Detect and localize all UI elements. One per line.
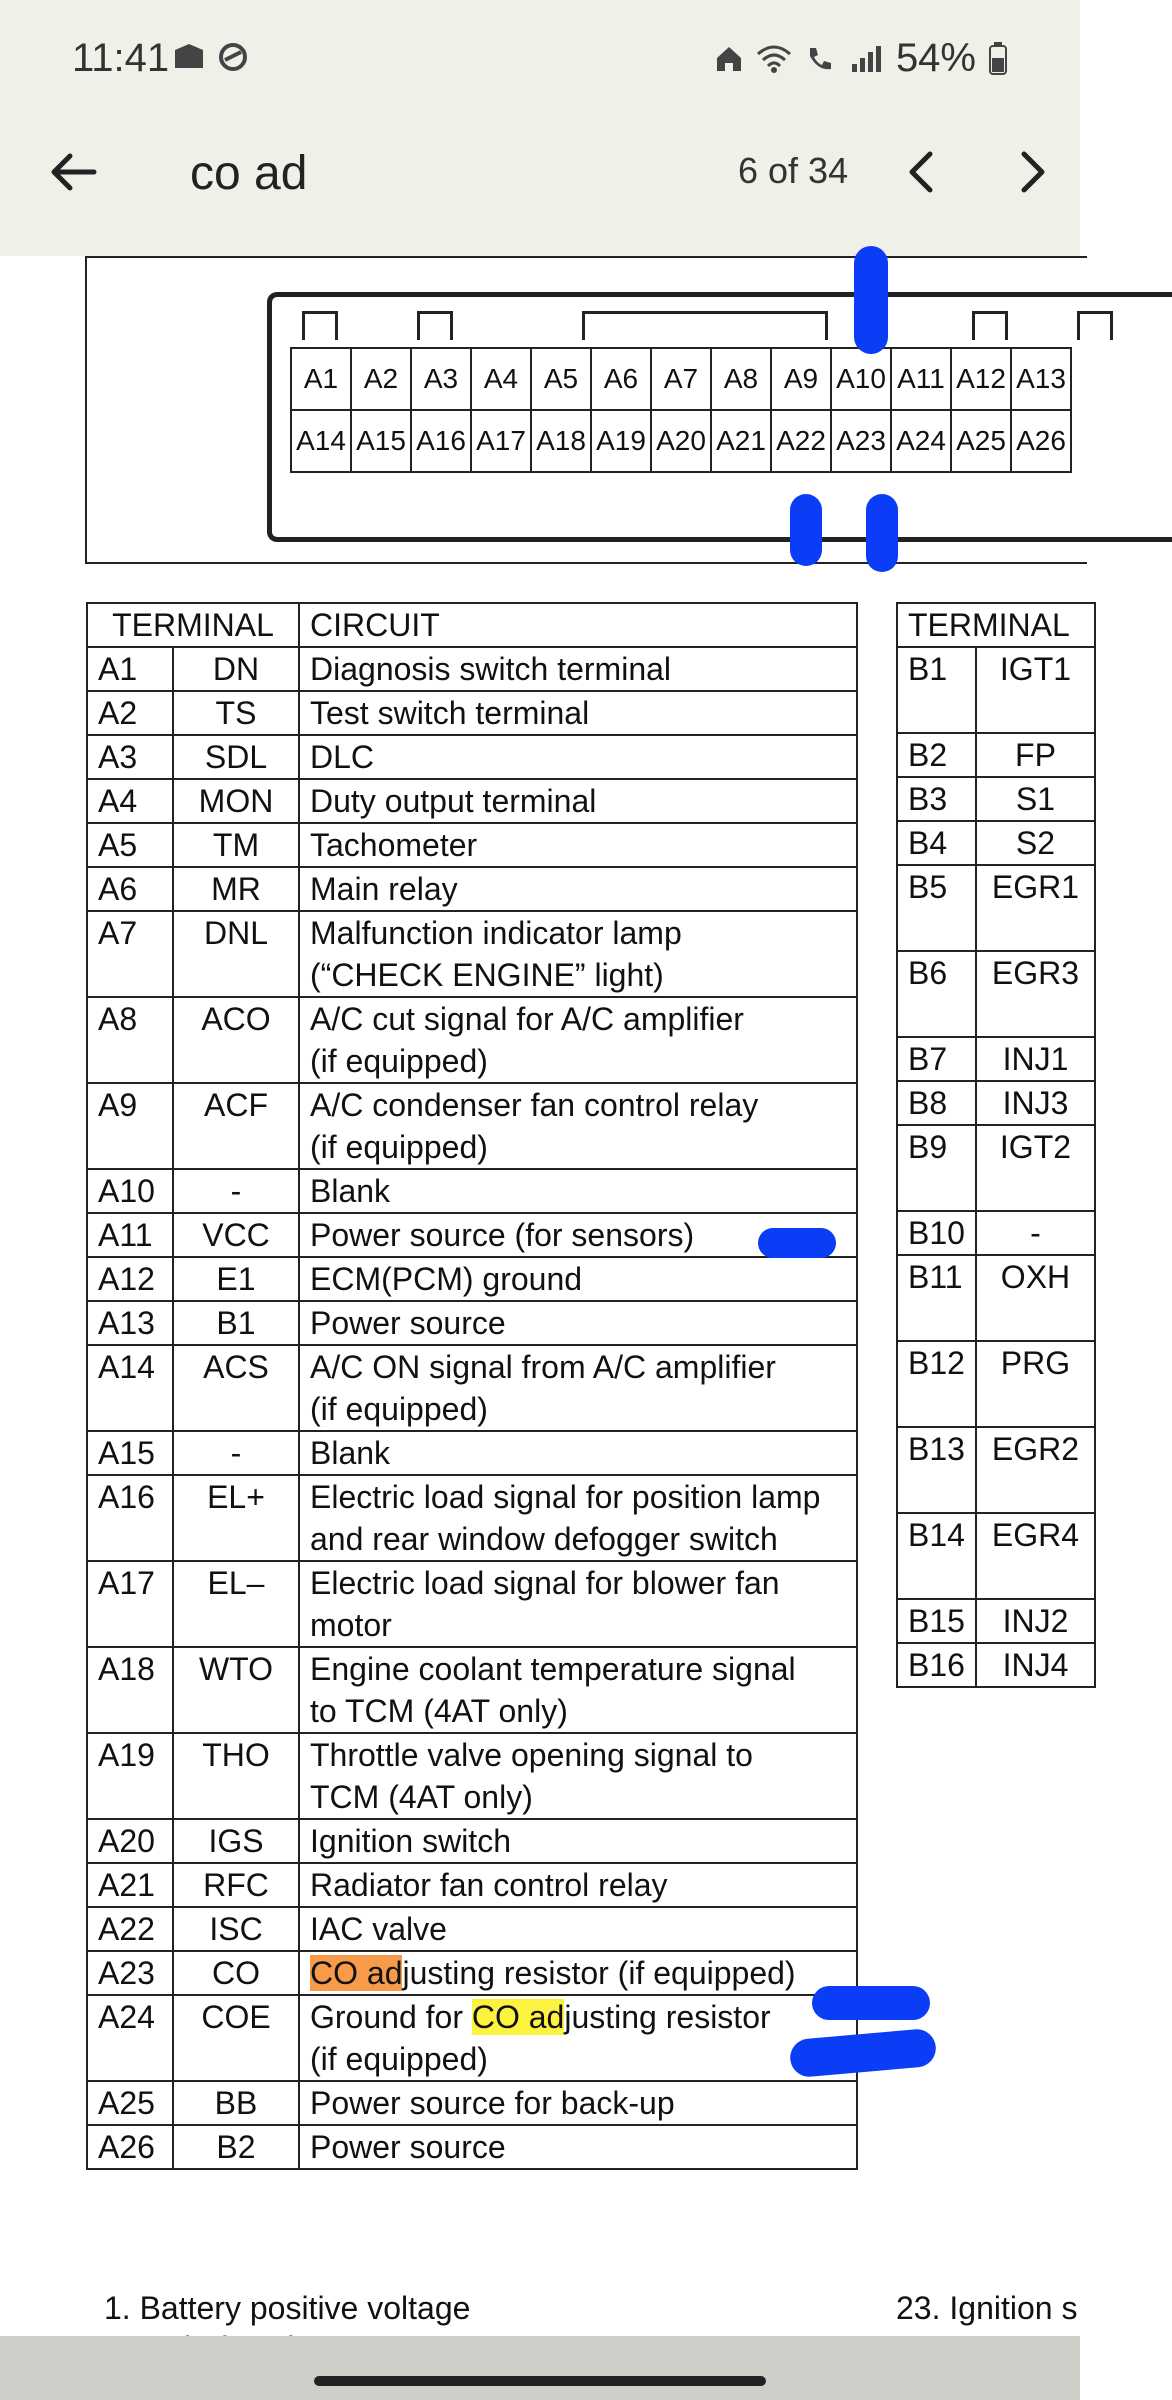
circuit-line bbox=[310, 2082, 846, 2124]
terminal-code: ACF bbox=[173, 1083, 299, 1169]
terminal-id: A14 bbox=[87, 1345, 173, 1431]
circuit-text: Throttle valve opening signal to bbox=[310, 1737, 753, 1773]
terminal-code: MON bbox=[173, 779, 299, 823]
annotation-mark bbox=[758, 1228, 836, 1258]
terminal-id: A3 bbox=[87, 735, 173, 779]
circuit-line: and rear window defogger switch bbox=[310, 1521, 778, 1557]
circuit-line bbox=[310, 824, 846, 866]
circuit-line bbox=[310, 780, 846, 822]
table-row bbox=[897, 1341, 1095, 1427]
pin-grid bbox=[290, 347, 1070, 471]
terminal-id: A15 bbox=[87, 1431, 173, 1475]
terminal-id: B15 bbox=[897, 1599, 976, 1643]
terminal-code: THO bbox=[173, 1733, 299, 1819]
terminal-code: S1 bbox=[976, 777, 1095, 821]
circuit-text: Diagnosis switch terminal bbox=[310, 651, 672, 687]
terminal-code: TM bbox=[173, 823, 299, 867]
table-row bbox=[87, 691, 857, 735]
table-row bbox=[87, 1083, 857, 1169]
annotation-mark bbox=[790, 494, 822, 566]
terminal-code: B1 bbox=[173, 1301, 299, 1345]
connector-pin: A23 bbox=[830, 409, 892, 473]
terminal-id: B1 bbox=[897, 647, 976, 733]
circuit-header: CIRCUIT bbox=[299, 603, 857, 647]
table-row bbox=[87, 1819, 857, 1863]
circuit-text: Ground for bbox=[310, 1999, 472, 2035]
circuit-description bbox=[299, 1301, 857, 1345]
terminal-code: CO bbox=[173, 1951, 299, 1995]
circuit-description bbox=[299, 1733, 857, 1819]
table-row bbox=[87, 867, 857, 911]
home-icon bbox=[714, 44, 744, 74]
battery-icon bbox=[988, 42, 1008, 76]
terminal-code: FP bbox=[976, 733, 1095, 777]
table-row bbox=[87, 1995, 857, 2081]
circuit-text: DLC bbox=[310, 739, 375, 775]
terminal-table-b-body bbox=[897, 647, 1095, 1687]
circuit-description bbox=[299, 867, 857, 911]
circuit-line bbox=[310, 1648, 846, 1690]
table-row bbox=[87, 1431, 857, 1475]
circuit-line: (if equipped) bbox=[310, 2041, 488, 2077]
connector-pin: A24 bbox=[890, 409, 952, 473]
terminal-code: INJ1 bbox=[976, 1037, 1095, 1081]
table-row bbox=[87, 823, 857, 867]
circuit-description bbox=[299, 1995, 857, 2081]
table-row bbox=[87, 2081, 857, 2125]
circuit-line bbox=[310, 1864, 846, 1906]
terminal-code: - bbox=[976, 1211, 1095, 1255]
search-query[interactable]: co ad bbox=[190, 147, 308, 200]
circuit-line bbox=[310, 692, 846, 734]
annotation-mark bbox=[866, 494, 898, 572]
circuit-line bbox=[310, 1908, 846, 1950]
circuit-line bbox=[310, 1258, 846, 1300]
table-row bbox=[897, 1513, 1095, 1599]
connector-pin: A25 bbox=[950, 409, 1012, 473]
terminal-id: B4 bbox=[897, 821, 976, 865]
table-row bbox=[897, 647, 1095, 733]
table-row bbox=[897, 865, 1095, 951]
table-row bbox=[897, 1643, 1095, 1687]
circuit-line bbox=[310, 2126, 846, 2168]
terminal-code: IGT2 bbox=[976, 1125, 1095, 1211]
circuit-line bbox=[310, 1346, 846, 1388]
connector-pin: A26 bbox=[1010, 409, 1072, 473]
find-in-page-bar bbox=[0, 88, 1080, 256]
table-row bbox=[87, 779, 857, 823]
terminal-id: A10 bbox=[87, 1169, 173, 1213]
circuit-description bbox=[299, 1345, 857, 1431]
circuit-line bbox=[310, 1084, 846, 1126]
terminal-id: A16 bbox=[87, 1475, 173, 1561]
footnote-item: 23. Ignition s bbox=[896, 2290, 1078, 2326]
table-row bbox=[87, 997, 857, 1083]
terminal-code: INJ3 bbox=[976, 1081, 1095, 1125]
terminal-code: MR bbox=[173, 867, 299, 911]
terminal-code: ACS bbox=[173, 1345, 299, 1431]
circuit-line bbox=[310, 1432, 846, 1474]
terminal-id: B6 bbox=[897, 951, 976, 1037]
connector-pin: A17 bbox=[470, 409, 532, 473]
terminal-code: EGR3 bbox=[976, 951, 1095, 1037]
circuit-description bbox=[299, 997, 857, 1083]
circuit-line bbox=[310, 1996, 846, 2038]
annotation-mark bbox=[812, 1986, 930, 2020]
circuit-line bbox=[310, 1820, 846, 1862]
connector-pin: A9 bbox=[770, 347, 832, 411]
terminal-code: RFC bbox=[173, 1863, 299, 1907]
terminal-code: ISC bbox=[173, 1907, 299, 1951]
wifi-calling-icon bbox=[804, 44, 838, 74]
terminal-id: A2 bbox=[87, 691, 173, 735]
circuit-description bbox=[299, 911, 857, 997]
table-row bbox=[87, 911, 857, 997]
terminal-id: B16 bbox=[897, 1643, 976, 1687]
connector-pin: A6 bbox=[590, 347, 652, 411]
connector-pin: A20 bbox=[650, 409, 712, 473]
connector-latch bbox=[972, 311, 1008, 340]
terminal-id: A24 bbox=[87, 1995, 173, 2081]
battery-percent: 54% bbox=[895, 36, 976, 80]
terminal-code: - bbox=[173, 1431, 299, 1475]
circuit-line bbox=[310, 1302, 846, 1344]
terminal-id: A26 bbox=[87, 2125, 173, 2169]
circuit-text: Power source bbox=[310, 2129, 506, 2165]
circuit-line: TCM (4AT only) bbox=[310, 1779, 533, 1815]
circuit-text: ECM(PCM) ground bbox=[310, 1261, 583, 1297]
back-arrow-icon[interactable] bbox=[48, 146, 100, 198]
terminal-id: A20 bbox=[87, 1819, 173, 1863]
connector-latch bbox=[1077, 311, 1113, 340]
circuit-text: Main relay bbox=[310, 871, 458, 907]
circuit-text: Radiator fan control relay bbox=[310, 1867, 668, 1903]
tracking-icon bbox=[216, 42, 250, 72]
circuit-description bbox=[299, 779, 857, 823]
connector-pin: A3 bbox=[410, 347, 472, 411]
connector-lock bbox=[582, 311, 828, 340]
terminal-id: A8 bbox=[87, 997, 173, 1083]
circuit-line: (if equipped) bbox=[310, 1129, 488, 1165]
terminal-code: WTO bbox=[173, 1647, 299, 1733]
terminal-id: B8 bbox=[897, 1081, 976, 1125]
table-row bbox=[87, 1257, 857, 1301]
circuit-description bbox=[299, 2125, 857, 2169]
circuit-line: (if equipped) bbox=[310, 1391, 488, 1427]
terminal-code: E1 bbox=[173, 1257, 299, 1301]
circuit-text: Power source (for sensors) bbox=[310, 1217, 695, 1253]
circuit-description bbox=[299, 735, 857, 779]
terminal-header: TERMINAL bbox=[87, 603, 299, 647]
circuit-text: Test switch terminal bbox=[310, 695, 590, 731]
table-row bbox=[87, 647, 857, 691]
terminal-code: EGR1 bbox=[976, 865, 1095, 951]
terminal-id: B13 bbox=[897, 1427, 976, 1513]
connector-pin: A13 bbox=[1010, 347, 1072, 411]
terminal-id: A22 bbox=[87, 1907, 173, 1951]
connector-pin: A18 bbox=[530, 409, 592, 473]
navigation-bar bbox=[0, 2336, 1080, 2400]
circuit-description bbox=[299, 647, 857, 691]
connector-pin: A15 bbox=[350, 409, 412, 473]
circuit-description bbox=[299, 1647, 857, 1733]
connector-pin: A7 bbox=[650, 347, 712, 411]
table-row bbox=[87, 1301, 857, 1345]
connector-pin: A4 bbox=[470, 347, 532, 411]
circuit-line bbox=[310, 736, 846, 778]
connector-pin: A2 bbox=[350, 347, 412, 411]
table-row bbox=[897, 1125, 1095, 1211]
home-gesture-handle[interactable] bbox=[314, 2376, 766, 2386]
terminal-code: EL+ bbox=[173, 1475, 299, 1561]
table-row bbox=[897, 1037, 1095, 1081]
connector-latch bbox=[302, 311, 338, 340]
table-row bbox=[87, 1863, 857, 1907]
storage-icon bbox=[172, 42, 206, 72]
terminal-code: PRG bbox=[976, 1341, 1095, 1427]
connector-pin: A14 bbox=[290, 409, 352, 473]
terminal-code: IGT1 bbox=[976, 647, 1095, 733]
circuit-text: Electric load signal for blower fan bbox=[310, 1565, 780, 1601]
terminal-id: B11 bbox=[897, 1255, 976, 1341]
connector-pin: A21 bbox=[710, 409, 772, 473]
connector-pin: A5 bbox=[530, 347, 592, 411]
terminal-id: A4 bbox=[87, 779, 173, 823]
signal-icon bbox=[850, 44, 884, 74]
terminal-code: DN bbox=[173, 647, 299, 691]
circuit-text: Power source bbox=[310, 1305, 506, 1341]
circuit-text: Electric load signal for position lamp bbox=[310, 1479, 821, 1515]
circuit-line: to TCM (4AT only) bbox=[310, 1693, 568, 1729]
terminal-code: B2 bbox=[173, 2125, 299, 2169]
terminal-id: A23 bbox=[87, 1951, 173, 1995]
circuit-description bbox=[299, 1907, 857, 1951]
table-row bbox=[87, 735, 857, 779]
terminal-id: A5 bbox=[87, 823, 173, 867]
terminal-id: A18 bbox=[87, 1647, 173, 1733]
table-row bbox=[897, 1255, 1095, 1341]
wifi-icon bbox=[756, 44, 792, 74]
circuit-description bbox=[299, 823, 857, 867]
terminal-code: EGR2 bbox=[976, 1427, 1095, 1513]
circuit-description bbox=[299, 1169, 857, 1213]
match-highlight: CO ad bbox=[471, 1999, 565, 2035]
circuit-line bbox=[310, 1734, 846, 1776]
terminal-header-b: TERMINAL bbox=[897, 603, 1095, 647]
circuit-line: (if equipped) bbox=[310, 1043, 488, 1079]
terminal-id: B14 bbox=[897, 1513, 976, 1599]
terminal-id: A9 bbox=[87, 1083, 173, 1169]
circuit-text: Tachometer bbox=[310, 827, 478, 863]
terminal-code: - bbox=[173, 1169, 299, 1213]
table-row bbox=[87, 1213, 857, 1257]
terminal-id: B2 bbox=[897, 733, 976, 777]
table-row bbox=[897, 1211, 1095, 1255]
circuit-line bbox=[310, 648, 846, 690]
table-row bbox=[87, 1475, 857, 1561]
connector-diagram bbox=[85, 256, 1087, 564]
circuit-text: Duty output terminal bbox=[310, 783, 597, 819]
terminal-id: B7 bbox=[897, 1037, 976, 1081]
circuit-text: justing resistor bbox=[564, 1999, 771, 2035]
terminal-id: A21 bbox=[87, 1863, 173, 1907]
circuit-description bbox=[299, 1561, 857, 1647]
terminal-id: B9 bbox=[897, 1125, 976, 1211]
terminal-table-b bbox=[896, 602, 1096, 1688]
terminal-id: B3 bbox=[897, 777, 976, 821]
terminal-code: S2 bbox=[976, 821, 1095, 865]
circuit-line bbox=[310, 1952, 846, 1994]
terminal-code: ACO bbox=[173, 997, 299, 1083]
table-row bbox=[897, 951, 1095, 1037]
circuit-text: Power source for back-up bbox=[310, 2085, 675, 2121]
table-row bbox=[87, 1647, 857, 1733]
circuit-description bbox=[299, 1431, 857, 1475]
circuit-line bbox=[310, 868, 846, 910]
connector-body bbox=[267, 292, 1172, 542]
terminal-id: B10 bbox=[897, 1211, 976, 1255]
circuit-text: A/C cut signal for A/C amplifier bbox=[310, 1001, 744, 1037]
terminal-id: A17 bbox=[87, 1561, 173, 1647]
previous-match-icon[interactable] bbox=[896, 146, 948, 198]
table-row bbox=[87, 1345, 857, 1431]
circuit-text: Blank bbox=[310, 1173, 391, 1209]
terminal-table-body bbox=[87, 647, 857, 2169]
connector-latch bbox=[417, 311, 453, 340]
circuit-line: motor bbox=[310, 1607, 392, 1643]
connector-pin: A19 bbox=[590, 409, 652, 473]
circuit-description bbox=[299, 1863, 857, 1907]
table-row bbox=[87, 1907, 857, 1951]
circuit-description bbox=[299, 691, 857, 735]
table-row bbox=[897, 1599, 1095, 1643]
circuit-text: A/C condenser fan control relay bbox=[310, 1087, 759, 1123]
circuit-text: IAC valve bbox=[310, 1911, 447, 1947]
match-count: 6 of 34 bbox=[738, 150, 849, 191]
circuit-description bbox=[299, 1951, 857, 1995]
terminal-code: EL– bbox=[173, 1561, 299, 1647]
table-row bbox=[897, 733, 1095, 777]
circuit-description bbox=[299, 1819, 857, 1863]
table-row bbox=[87, 2125, 857, 2169]
terminal-code: DNL bbox=[173, 911, 299, 997]
terminal-code: TS bbox=[173, 691, 299, 735]
table-row bbox=[87, 1169, 857, 1213]
circuit-line bbox=[310, 1170, 846, 1212]
circuit-description bbox=[299, 2081, 857, 2125]
terminal-code: BB bbox=[173, 2081, 299, 2125]
connector-pin: A10 bbox=[830, 347, 892, 411]
terminal-code: INJ4 bbox=[976, 1643, 1095, 1687]
circuit-text: justing resistor (if equipped) bbox=[402, 1955, 796, 1991]
connector-pin: A16 bbox=[410, 409, 472, 473]
document-page[interactable] bbox=[0, 256, 1080, 2336]
terminal-code: COE bbox=[173, 1995, 299, 2081]
status-time: 11:41 bbox=[72, 36, 170, 80]
pin-row bbox=[290, 409, 1070, 471]
table-row bbox=[897, 1081, 1095, 1125]
terminal-id: B12 bbox=[897, 1341, 976, 1427]
terminal-id: A25 bbox=[87, 2081, 173, 2125]
circuit-line bbox=[310, 998, 846, 1040]
terminal-id: A13 bbox=[87, 1301, 173, 1345]
terminal-code: SDL bbox=[173, 735, 299, 779]
table-row bbox=[87, 1951, 857, 1995]
circuit-text: Blank bbox=[310, 1435, 391, 1471]
circuit-text: Engine coolant temperature signal bbox=[310, 1651, 796, 1687]
circuit-line bbox=[310, 1562, 846, 1604]
table-row bbox=[897, 777, 1095, 821]
connector-pin: A12 bbox=[950, 347, 1012, 411]
terminal-id: A11 bbox=[87, 1213, 173, 1257]
terminal-table bbox=[86, 602, 858, 2170]
terminal-code: IGS bbox=[173, 1819, 299, 1863]
circuit-line bbox=[310, 912, 846, 954]
terminal-code: OXH bbox=[976, 1255, 1095, 1341]
circuit-text: A/C ON signal from A/C amplifier bbox=[310, 1349, 776, 1385]
table-row bbox=[87, 1733, 857, 1819]
circuit-text: Ignition switch bbox=[310, 1823, 511, 1859]
table-row bbox=[897, 821, 1095, 865]
connector-pin: A1 bbox=[290, 347, 352, 411]
pin-row bbox=[290, 347, 1070, 409]
connector-pin: A22 bbox=[770, 409, 832, 473]
status-bar bbox=[0, 0, 1080, 88]
annotation-mark bbox=[854, 246, 888, 354]
connector-pin: A8 bbox=[710, 347, 772, 411]
terminal-id: B5 bbox=[897, 865, 976, 951]
table-row bbox=[87, 1561, 857, 1647]
footnote-item: 1. Battery positive voltage bbox=[104, 2290, 471, 2326]
terminal-code: VCC bbox=[173, 1213, 299, 1257]
circuit-line bbox=[310, 1476, 846, 1518]
terminal-code: INJ2 bbox=[976, 1599, 1095, 1643]
next-match-icon[interactable] bbox=[1006, 146, 1058, 198]
current-match-highlight: CO ad bbox=[310, 1955, 403, 1991]
terminal-id: A1 bbox=[87, 647, 173, 691]
connector-pin: A11 bbox=[890, 347, 952, 411]
terminal-code: EGR4 bbox=[976, 1513, 1095, 1599]
terminal-id: A6 bbox=[87, 867, 173, 911]
terminal-id: A12 bbox=[87, 1257, 173, 1301]
circuit-description bbox=[299, 1083, 857, 1169]
table-row bbox=[897, 1427, 1095, 1513]
circuit-description bbox=[299, 1257, 857, 1301]
circuit-description bbox=[299, 1475, 857, 1561]
terminal-id: A7 bbox=[87, 911, 173, 997]
circuit-text: Malfunction indicator lamp bbox=[310, 915, 682, 951]
circuit-line: (“CHECK ENGINE” light) bbox=[310, 957, 664, 993]
terminal-id: A19 bbox=[87, 1733, 173, 1819]
